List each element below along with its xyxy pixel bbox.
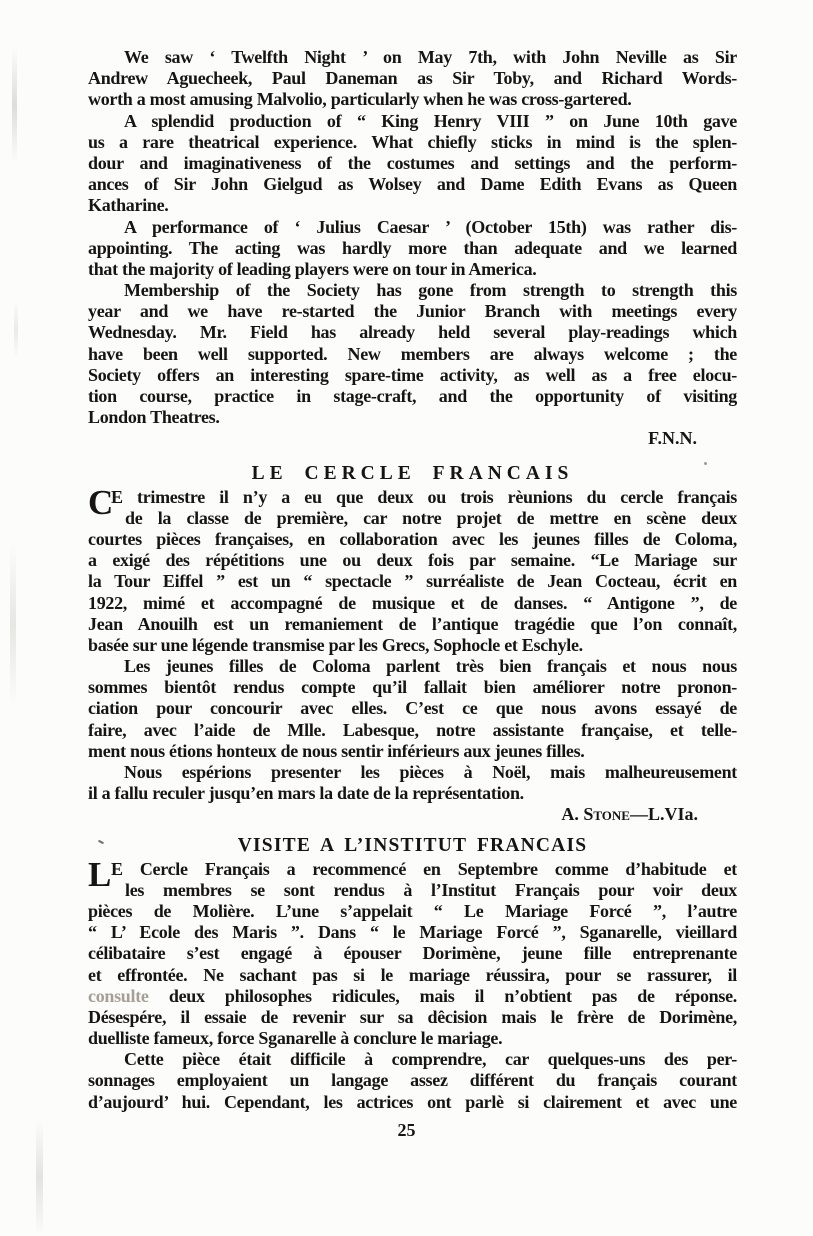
paragraph (88, 280, 737, 428)
text-line: pièces de Molière. L’une s’appelait “ Le Mariage Forcé ”, l’autre (88, 900, 737, 921)
text-line: Nous espérions presenter les pièces à Noël, mais malheureusement (124, 762, 737, 782)
text-line: A performance of ‘ Julius Caesar ’ (October 15th) was rather dis- (124, 216, 737, 237)
cercle-francais-paragraphs (88, 482, 737, 805)
text-line: ment nous étions honteux de nous sentir inférieurs aux jeunes filles. (88, 740, 585, 761)
text-line: We saw ‘ Twelfth Night ’ on May 7th, with John Neville as Sir (124, 47, 737, 67)
text-line: Les jeunes filles de Coloma parlent très bien français et nous nous (124, 656, 737, 677)
paragraph (88, 217, 737, 281)
paragraph (88, 656, 737, 762)
text-line: d’aujourd’ hui. Cependant, les actrices ont parlè si clairement et avec une (88, 1091, 737, 1112)
scan-streak (10, 545, 16, 705)
scan-streak (14, 300, 18, 360)
section-cercle-francais (88, 463, 737, 826)
text-line: have been well supported. New members are always welcome ; the (88, 343, 737, 364)
text-line: et effrontée. Ne sachant pas si le mariage réussira, pour se rassurer, il (88, 964, 737, 985)
text-line: célibataire s’est engagé à épouser Dorimène, jeune fille entreprenante (88, 943, 737, 964)
text-line: ances of Sir John Gielgud as Wolsey and Dame Edith Evans as Queen (88, 174, 737, 195)
text-line: a exigé des répétitions une ou deux fois par semaine. “Le Mariage sur (88, 550, 737, 571)
faded-word: consulte (88, 985, 149, 1006)
text-line: la Tour Eiffel ” est un “ spectacle ” surréaliste de Jean Cocteau, écrit en (88, 571, 737, 592)
text-line: consulte deux philosophes ridicules, mais il n’obtient pas de réponse. (88, 985, 737, 1006)
text-line: Katharine. (88, 195, 169, 216)
text-line: faire, avec l’aide de Mlle. Labesque, notre assistante française, et telle- (88, 719, 737, 740)
paragraph (88, 762, 737, 804)
section-visite-institut (88, 835, 737, 1113)
signature-fnn: F.N.N. (648, 428, 697, 449)
text-line: us a rare theatrical experience. What chiefly sticks in mind is the splen- (88, 131, 737, 152)
text-line: E trimestre il n’y a eu que deux ou trois rèunions du cercle français (111, 486, 737, 507)
signature-name: Stone (583, 804, 630, 825)
text-line: de la classe de première, car notre projet de mettre en scène deux (125, 507, 737, 528)
signature-prefix: A. (561, 804, 584, 825)
drop-cap-letter: C (88, 482, 114, 522)
paragraph (88, 854, 737, 1050)
text-line: appointing. The acting was hardly more than adequate and we learned (88, 237, 737, 258)
signature-suffix: —L.VIa. (629, 804, 698, 825)
text-line: il a fallu reculer jusqu’en mars la date de la représentation. (88, 783, 524, 804)
text-line: Jean Anouilh est un remaniement de l’antique tragédie que l’on connaît, (88, 613, 737, 634)
text-line: courtes pièces françaises, en collaboration avec les jeunes filles de Coloma, (88, 528, 737, 549)
text-line: sonnages employaient un langage assez différent du français courant (88, 1070, 737, 1091)
text-line: worth a most amusing Malvolio, particularly when he was cross-gartered. (88, 89, 632, 110)
drop-cap-letter: L (88, 854, 112, 894)
heading-visite-institut: VISITE A L’INSTITUT FRANCAIS (237, 834, 588, 856)
signature-stone (88, 804, 737, 825)
paragraph (88, 47, 737, 111)
scan-streak (12, 48, 17, 163)
drama-report-paragraphs (88, 47, 737, 428)
paragraph (88, 111, 737, 217)
text-line: 1922, mimé et accompagné de musique et de danses. “ Antigone ”, de (88, 592, 737, 613)
text-line: A splendid production of “ King Henry VIII ” on June 10th gave (124, 110, 737, 131)
paragraph (88, 1049, 737, 1113)
text-line: Cette pièce était difficile à comprendre, car quelques-uns des per- (124, 1049, 737, 1070)
text-line: les membres se sont rendus à l’Institut Français pour voir deux (125, 879, 737, 900)
text-line: sommes bientôt rendus compte qu’il fallait bien améliorer notre pronon- (88, 677, 737, 698)
text-line: ciation pour concourir avec elles. C’est ce que nous avons essayé de (88, 698, 737, 719)
text-line: basée sur une légende transmise par les Grecs, Sophocle et Eschyle. (88, 634, 583, 655)
page-text-block (88, 47, 737, 1113)
text-line: Andrew Aguecheek, Paul Daneman as Sir Toby, and Richard Words- (88, 68, 737, 89)
text-line: “ L’ Ecole des Maris ”. Dans “ le Mariage Forcé ”, Sganarelle, vieillard (88, 922, 737, 943)
text-line: dour and imaginativeness of the costumes and settings and the perform- (88, 152, 737, 173)
paragraph (88, 482, 737, 657)
section-drama-report (88, 47, 737, 450)
text-line: Désespére, il essaie de revenir sur sa dêcision mais le frère de Dorimène, (88, 1006, 737, 1027)
text-line: E Cercle Français a recommencé en Septembre comme d’habitude et (111, 858, 737, 879)
text-line: that the majority of leading players were on tour in America. (88, 258, 537, 279)
text-line: London Theatres. (88, 407, 220, 428)
text-line: Wednesday. Mr. Field has already held several play-readings which (88, 322, 737, 343)
text-line: duelliste fameux, force Sganarelle à conclure le mariage. (88, 1028, 503, 1049)
text-line: Society offers an interesting spare-time activity, as well as a free elocu- (88, 364, 737, 385)
text-line: tion course, practice in stage-craft, and the opportunity of visiting (88, 386, 737, 406)
page-number: 25 (397, 1120, 416, 1140)
text-line: Membership of the Society has gone from strength to strength this (124, 280, 737, 301)
heading-cercle-francais: LE CERCLE FRANCAIS (251, 462, 574, 484)
visite-institut-paragraphs (88, 854, 737, 1113)
text-line: year and we have re-started the Junior Branch with meetings every (88, 301, 737, 322)
